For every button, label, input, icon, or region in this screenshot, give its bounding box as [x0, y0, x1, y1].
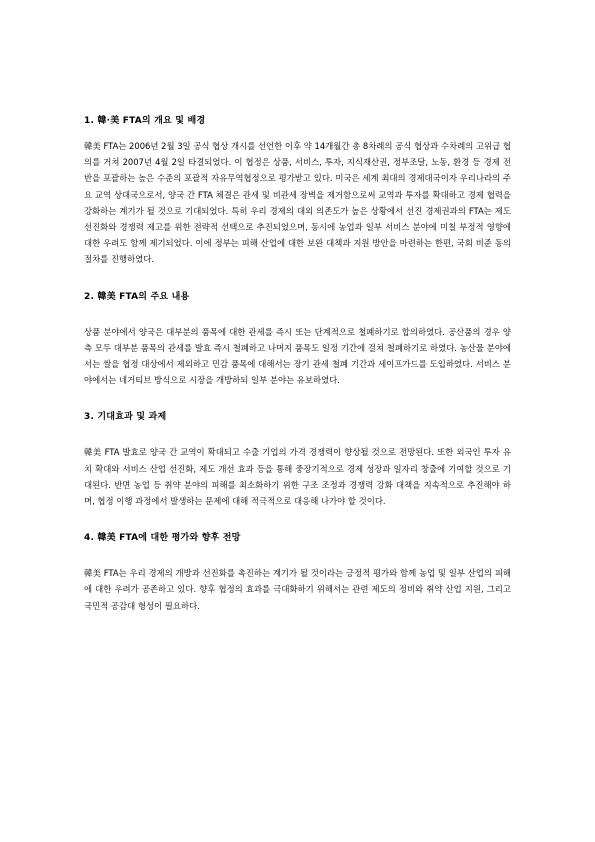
- document-body: [84, 114, 511, 614]
- section-3-heading: 3. 기대효과 및 과제: [84, 412, 167, 423]
- section-4-heading: 4. 韓美 FTA에 대한 평가와 향후 전망: [84, 533, 241, 544]
- section-3-paragraph: 韓美 FTA 발효로 양국 간 교역이 확대되고 수출 기업의 가격 경쟁력이 향상될 것으로 전망된다. 또한 외국인 투자 유치 확대와 서비스 산업 선진화, 제도 개선 효과 등을 통해 중장기적으로 경제 성장과 일자리 창출에 기여할 것으로 기대된다. 반면 농업 등 취약 분야의 피해를 최소화하기 위한 구조 조정과 경쟁력 강화 대책을 지속적으로 추진해야 하며, 협정 이행 과정에서 발생하는 문제에 대해 적극적으로 대응해 나가야 할 것이다.: [84, 447, 511, 507]
- section-1-paragraph: 韓美 FTA는 2006년 2월 3일 공식 협상 개시를 선언한 이후 약 14개월간 총 8차례의 공식 협상과 수차례의 고위급 협의를 거쳐 2007년 4월 2일 타결되었다. 이 협정은 상품, 서비스, 투자, 지식재산권, 정부조달, 노동, 환경 등 경제 전반을 포괄하는 높은 수준의 포괄적 자유무역협정으로 평가받고 있다. 미국은 세계 최대의 경제대국이자 우리나라의 주요 교역 상대국으로서, 양국 간 FTA 체결은 관세 및 비관세 장벽을 제거함으로써 교역과 투자를 확대하고 경제 협력을 강화하는 계기가 될 것으로 기대되었다. 특히 우리 경제의 대외 의존도가 높은 상황에서 선진 경제권과의 FTA는 제도 선진화와 경쟁력 제고를 위한 전략적 선택으로 추진되었으며, 동시에 농업과 일부 서비스 분야에 미칠 부정적 영향에 대한 우려도 함께 제기되었다. 이에 정부는 피해 산업에 대한 보완 대책과 지원 방안을 마련하는 한편, 국회 비준 동의 절차를 진행하였다.: [84, 141, 511, 265]
- document-title: 1. 韓·美 FTA의 개요 및 배경: [84, 116, 206, 126]
- section-2-paragraph: 상품 분야에서 양국은 대부분의 품목에 대한 관세를 즉시 또는 단계적으로 철폐하기로 합의하였다. 공산품의 경우 양측 모두 대부분 품목의 관세를 발효 즉시 철폐하고 나머지 품목도 일정 기간에 걸쳐 철폐하기로 하였다. 농산물 분야에서는 쌀을 협정 대상에서 제외하고 민감 품목에 대해서는 장기 관세 철폐 기간과 세이프가드를 도입하였다. 서비스 분야에서는 네거티브 방식으로 시장을 개방하되 일부 분야는 유보하였다.: [84, 326, 511, 386]
- section-2-heading: 2. 韓美 FTA의 주요 내용: [84, 291, 190, 302]
- section-4-paragraph: 韓美 FTA는 우리 경제의 개방과 선진화를 촉진하는 계기가 될 것이라는 긍정적 평가와 함께 농업 및 일부 산업의 피해에 대한 우려가 공존하고 있다. 향후 협정의 효과를 극대화하기 위해서는 관련 제도의 정비와 취약 산업 지원, 그리고 국민적 공감대 형성이 필요하다.: [84, 568, 511, 611]
